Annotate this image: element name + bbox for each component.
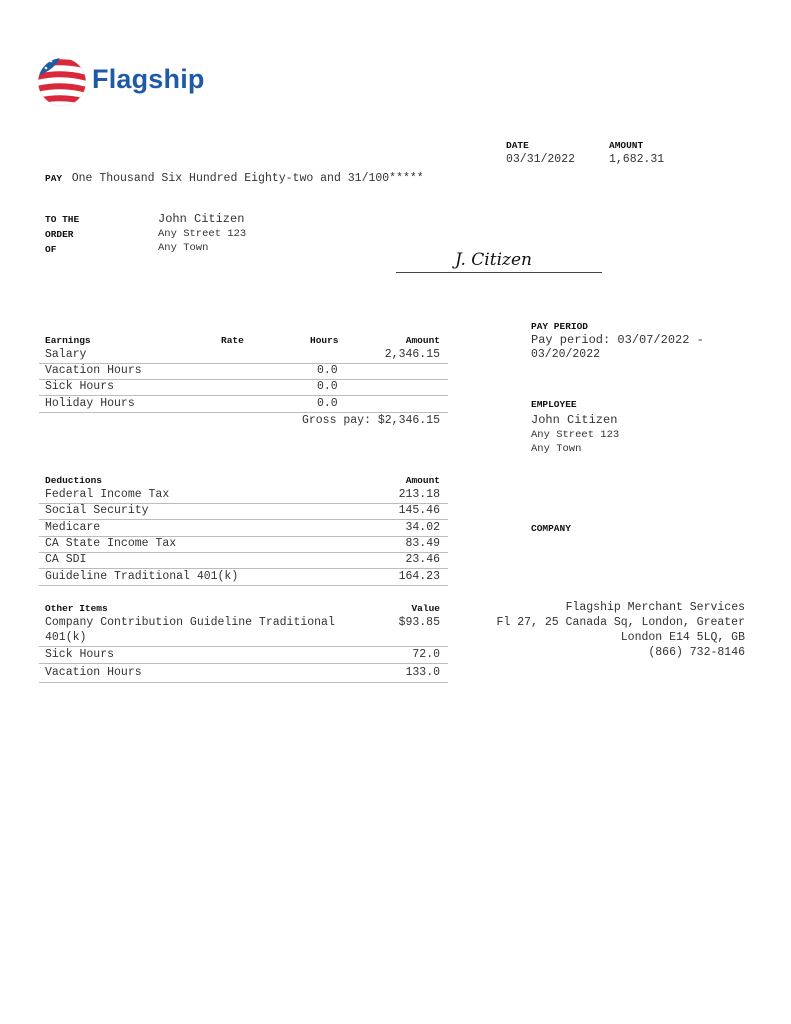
company-name: Flagship Merchant Services [565,601,745,614]
row-divider [39,395,448,396]
row-divider [39,646,448,647]
pay-period-line1: Pay period: 03/07/2022 - [531,333,704,347]
deduction-amount: 164.23 [398,570,440,583]
company-address1: Fl 27, 25 Canada Sq, London, Greater [496,616,745,629]
pay-label: PAY [45,173,63,184]
deduction-item: CA SDI [45,553,87,566]
deduction-amount: 23.46 [405,553,440,566]
deduction-item: Federal Income Tax [45,488,170,501]
other-items-header: Other Items [45,603,108,614]
earning-item: Salary [45,348,87,361]
payee-name: John Citizen [158,212,245,226]
earning-hours: 0.0 [317,380,338,393]
row-divider [39,519,448,520]
payee-town: Any Town [158,242,209,254]
employee-street: Any Street 123 [531,429,620,441]
other-item: Company Contribution Guideline Traditional [45,616,335,629]
employee-label: EMPLOYEE [531,399,577,410]
pay-period-label: PAY PERIOD [531,321,589,332]
amount-label: AMOUNT [609,140,644,151]
other-item-continued: 401(k) [45,631,87,644]
earnings-amount-header: Amount [405,335,440,346]
row-divider [39,663,448,664]
hours-header: Hours [310,335,339,346]
deduction-amount: 213.18 [398,488,440,501]
deduction-amount: 34.02 [405,521,440,534]
signature-line [396,272,602,273]
deduction-item: Guideline Traditional 401(k) [45,570,239,583]
other-item-value: 133.0 [405,666,440,679]
order-label: ORDER [45,229,74,240]
earning-hours: 0.0 [317,364,338,377]
deduction-amount: 145.46 [398,504,440,517]
row-divider [39,412,448,413]
signature: J. Citizen [455,250,532,270]
row-divider [39,585,448,586]
brand-name: Flagship [92,64,205,94]
pay-period-line2: 03/20/2022 [531,348,601,361]
other-item-value: $93.85 [398,616,440,629]
rate-header: Rate [221,335,244,346]
employee-name: John Citizen [531,413,618,427]
pay-line [45,168,424,186]
deduction-item: Social Security [45,504,149,517]
earning-item: Sick Hours [45,380,115,393]
gross-pay: Gross pay: $2,346.15 [301,414,440,427]
earning-amount: 2,346.15 [384,348,440,361]
brand-logo [37,56,227,108]
company-label: COMPANY [531,523,571,534]
deduction-amount: 83.49 [405,537,440,550]
earning-hours: 0.0 [317,397,338,410]
other-item: Sick Hours [45,648,115,661]
earnings-header: Earnings [45,335,91,346]
of-label: OF [45,244,57,255]
deduction-item: CA State Income Tax [45,537,177,550]
row-divider [39,568,448,569]
date-label: DATE [506,140,529,151]
company-phone: (866) 732-8146 [648,646,745,659]
other-items-value-header: Value [411,603,440,614]
other-item-value: 72.0 [412,648,440,661]
deduction-item: Medicare [45,521,101,534]
earning-item: Holiday Hours [45,397,135,410]
pay-words: One Thousand Six Hundred Eighty-two and 31/100***** [71,172,424,185]
payee-street: Any Street 123 [158,228,247,240]
employee-town: Any Town [531,443,582,455]
other-item: Vacation Hours [45,666,142,679]
check-amount: 1,682.31 [609,153,665,166]
earning-item: Vacation Hours [45,364,142,377]
deductions-header: Deductions [45,475,103,486]
deductions-amount-header: Amount [405,475,440,486]
to-the-label: TO THE [45,214,80,225]
row-divider [39,682,448,683]
check-date: 03/31/2022 [506,153,576,166]
flag-icon [37,56,87,108]
company-address2: London E14 5LQ, GB [620,631,745,644]
